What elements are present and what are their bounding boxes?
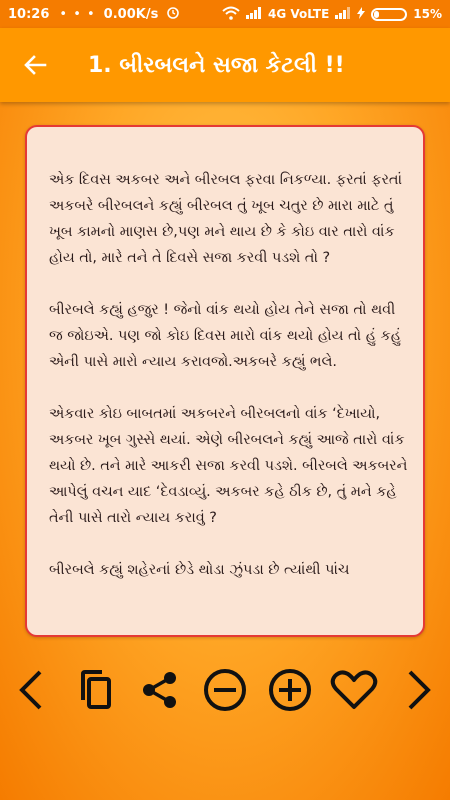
favorite-button[interactable]	[327, 660, 381, 720]
battery-percent: 15%	[413, 7, 442, 21]
story-paragraph: બીરબલે કહ્યું હજુર ! જેનો વાંક થયો હોય તેને સજા તો થવી જ જોઇએ. પણ જો કોઇ દિવસ મારો વાંક થયો હોય તો હું કહું એની પાસે મારો ન્યાય કરાવજો.અકબરે કહ્યું ભલે.	[49, 302, 401, 370]
back-arrow-icon	[23, 54, 47, 76]
bottom-action-bar	[0, 652, 450, 728]
app-toolbar	[0, 28, 450, 102]
story-paragraph: એક દિવસ અકબર અને બીરબલ ફરવા નિકળ્યા. ફરતાં ફરતાં અકબરે બીરબલને કહ્યું બીરબલ તું ખૂબ ચતુર છે મારા માટે તું ખૂબ કામનો માણસ છે,પણ મને થાય છે કે કોઇ વાર તારો વાંક હોય તો, મારે તને તે દિવસે સજા કરવી પડશે તો ?	[49, 172, 402, 266]
alarm-icon	[166, 5, 180, 23]
status-time: 10:26	[8, 6, 50, 22]
next-icon	[404, 670, 434, 710]
signal-icon-2	[335, 7, 351, 22]
zoom-out-icon	[202, 667, 248, 713]
signal-icon	[246, 7, 262, 22]
story-card[interactable]	[25, 125, 425, 637]
wifi-icon	[222, 6, 240, 23]
zoom-out-button[interactable]	[198, 660, 252, 720]
previous-icon	[16, 670, 46, 710]
notification-dots: • • •	[59, 6, 96, 22]
status-bar	[0, 0, 450, 28]
favorite-icon	[330, 669, 378, 711]
previous-button[interactable]	[4, 660, 58, 720]
share-button[interactable]	[133, 660, 187, 720]
next-button[interactable]	[392, 660, 446, 720]
charging-icon	[357, 7, 365, 22]
share-icon	[141, 670, 179, 710]
back-button[interactable]	[0, 28, 70, 102]
zoom-in-icon	[267, 667, 313, 713]
page-title: 1. બીરબલને સજા કેટલી !!	[88, 52, 345, 78]
story-text	[49, 167, 409, 609]
battery-icon	[371, 8, 407, 21]
story-paragraph: બીરબલે કહ્યું શહેરનાં છેડે થોડા ઝુંપડા છે ત્યાંથી પાંચ	[49, 562, 350, 578]
net-speed: 0.00K/s	[103, 6, 159, 22]
zoom-in-button[interactable]	[263, 660, 317, 720]
status-right	[222, 6, 442, 23]
story-paragraph: એકવાર કોઇ બાબતમાં અકબરને બીરબલનો વાંક ‘દેખાયો, અકબર ખૂબ ગુસ્સે થયાં. એણે બીરબલને કહ્યું આજે તારો વાંક થયો છે. તને મારે આકરી સજા કરવી પડશે. બીરબલે અકબરને આપેલું વચન યાદ ‘દેવડાવ્યું. અકબર કહે ઠીક છે, તું મને કહે તેની પાસે તારો ન્યાય કરાવું ?	[49, 406, 408, 526]
copy-icon	[78, 670, 114, 710]
network-type: 4G VoLTE	[267, 7, 330, 21]
copy-button[interactable]	[69, 660, 123, 720]
